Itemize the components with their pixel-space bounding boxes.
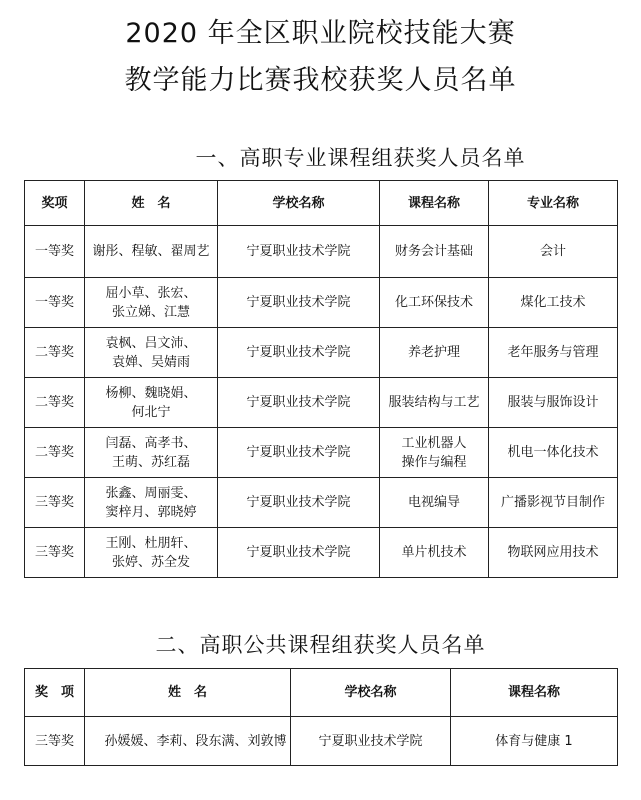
names-cell	[85, 278, 218, 328]
school-cell: 宁夏职业技术学院	[218, 278, 380, 328]
award-cell: 二等奖	[25, 428, 85, 478]
major-cell: 老年服务与管理	[489, 328, 618, 378]
names-cell	[85, 226, 218, 278]
header-course: 课程名称	[380, 181, 489, 226]
public-course-award-table	[24, 668, 618, 766]
course-cell: 服装结构与工艺	[380, 378, 489, 428]
names-cell	[85, 428, 218, 478]
names-line-1: 杨柳、魏晓娟、	[105, 385, 197, 401]
header-names: 姓 名	[85, 181, 218, 226]
names-line-2: 张立娣、江慧	[111, 304, 190, 320]
header-award: 奖项	[25, 181, 85, 226]
award-cell: 一等奖	[25, 226, 85, 278]
major-cell: 广播影视节目制作	[489, 478, 618, 528]
header-school: 学校名称	[218, 181, 380, 226]
names-line-2: 何北宁	[131, 404, 171, 420]
school-cell: 宁夏职业技术学院	[218, 226, 380, 278]
award-cell: 三等奖	[25, 478, 85, 528]
names-line-1: 张鑫、周丽雯、	[105, 485, 197, 501]
section-1-heading: 一、高职专业课程组获奖人员名单	[195, 146, 526, 170]
names-line-1: 闫磊、高孝书、	[105, 435, 197, 451]
names-line-2: 王萌、苏红磊	[111, 454, 190, 470]
table-row	[25, 428, 618, 478]
header-course: 课程名称	[451, 669, 618, 717]
document-title-line-2: 教学能力比赛我校获奖人员名单	[124, 65, 517, 96]
header-names: 姓 名	[85, 669, 291, 717]
school-cell: 宁夏职业技术学院	[218, 378, 380, 428]
award-cell: 三等奖	[25, 717, 85, 766]
names-line-1: 王刚、杜朋轩、	[105, 535, 197, 551]
course-cell: 电视编导	[380, 478, 489, 528]
professional-course-award-table	[24, 180, 618, 578]
names-line-1: 谢彤、程敏、翟周艺	[92, 244, 210, 259]
course-cell: 养老护理	[380, 328, 489, 378]
major-cell: 煤化工技术	[489, 278, 618, 328]
names-cell	[85, 378, 218, 428]
document-title-line-1: 2020 年全区职业院校技能大赛	[125, 18, 516, 49]
course-line-2: 操作与编程	[401, 454, 467, 470]
school-cell: 宁夏职业技术学院	[218, 528, 380, 578]
table-header-row	[25, 181, 618, 226]
table-row	[25, 278, 618, 328]
course-cell: 单片机技术	[380, 528, 489, 578]
award-cell: 三等奖	[25, 528, 85, 578]
names-line-2: 袁婵、吴婧雨	[111, 354, 190, 370]
table-row	[25, 528, 618, 578]
names-line-2: 张婷、苏全发	[111, 554, 190, 570]
header-major: 专业名称	[489, 181, 618, 226]
header-award: 奖 项	[25, 669, 85, 717]
course-line-1: 工业机器人	[401, 435, 467, 451]
table-header-row	[25, 669, 618, 717]
names-line-2: 窦梓月、郭晓婷	[105, 504, 197, 520]
school-cell: 宁夏职业技术学院	[218, 428, 380, 478]
table-row	[25, 378, 618, 428]
school-cell: 宁夏职业技术学院	[218, 478, 380, 528]
award-cell: 一等奖	[25, 278, 85, 328]
section-2-heading: 二、高职公共课程组获奖人员名单	[155, 633, 486, 657]
table-row	[25, 478, 618, 528]
major-cell: 会计	[489, 226, 618, 278]
course-cell	[380, 428, 489, 478]
course-cell: 财务会计基础	[380, 226, 489, 278]
course-cell: 化工环保技术	[380, 278, 489, 328]
names-cell	[85, 478, 218, 528]
major-cell: 服装与服饰设计	[489, 378, 618, 428]
table-row	[25, 226, 618, 278]
school-cell: 宁夏职业技术学院	[218, 328, 380, 378]
names-cell	[85, 328, 218, 378]
award-cell: 二等奖	[25, 328, 85, 378]
header-school: 学校名称	[291, 669, 451, 717]
names-line-1: 屈小草、张宏、	[105, 285, 197, 301]
major-cell: 物联网应用技术	[489, 528, 618, 578]
table-row	[25, 328, 618, 378]
table-row	[25, 717, 618, 766]
names-line-1: 袁枫、吕文沛、	[105, 335, 197, 351]
school-cell: 宁夏职业技术学院	[291, 717, 451, 766]
major-cell: 机电一体化技术	[489, 428, 618, 478]
names-cell: 孙媛媛、李莉、段东满、刘敦博	[85, 717, 291, 766]
course-cell: 体育与健康 1	[451, 717, 618, 766]
award-cell: 二等奖	[25, 378, 85, 428]
names-cell	[85, 528, 218, 578]
